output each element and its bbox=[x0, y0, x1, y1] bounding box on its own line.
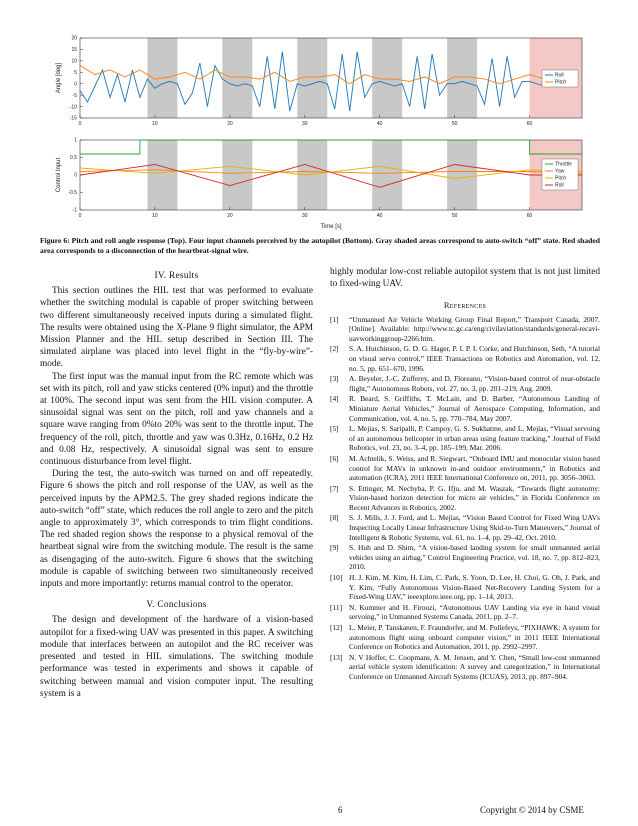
reference-item bbox=[330, 623, 600, 652]
reference-item bbox=[330, 344, 600, 373]
bottom-plot-ytick-label: 0.5 bbox=[70, 155, 77, 162]
reference-number: [2] bbox=[330, 344, 339, 354]
bottom-plot-ytick-label: 1 bbox=[74, 137, 77, 144]
reference-text: S. Huh and D. Shim, “A vision-based landing system for small unmanned aerial vehicles using an airbag,” Control Engineering Practice, vol. 18, no. 7, pp. 812–823, 2010. bbox=[349, 543, 600, 572]
copyright: Copyright © 2014 by CSME bbox=[480, 805, 584, 815]
top-plot-xtick-label: 40 bbox=[376, 121, 383, 127]
reference-number: [6] bbox=[330, 453, 339, 463]
reference-item bbox=[330, 315, 600, 344]
reference-text: N. Kummer and H. Firouzi, “Autonomous UAV Landing via eye in hand visual servoing,” in Unmanned Systems Canada, 2011, pp. 2–7. bbox=[349, 602, 600, 622]
bottom-plot-ytick-label: -1 bbox=[72, 207, 77, 214]
bottom-plot-xtick-label: 30 bbox=[301, 213, 308, 219]
top-plot-ytick-label: -10 bbox=[69, 104, 77, 111]
reference-item bbox=[330, 573, 600, 602]
top-plot-shade-gray bbox=[222, 38, 252, 118]
reference-text: S. A. Hutchinson, G. D. G. Hager, P. I. P. I. Corke, and Hutchinson, Seth, “A tutorial on visual servo control,” IEEE Transactions on Robotics and Automation, vol. 12, no. 5, pp. 651–670, 1996. bbox=[349, 344, 600, 373]
reference-text: S. Ettinger, M. Nechyba, P. G. Ifju, and M. Waszak, “Towards flight autonomy: Vision-based horizon detection for micro air vehicles,” in Florida Conference on Recent Advances in Robotics, 2002. bbox=[349, 483, 600, 512]
reference-item bbox=[330, 374, 600, 393]
top-plot-xtick-label: 0 bbox=[78, 121, 82, 127]
figure-6 bbox=[40, 30, 600, 235]
right-column bbox=[330, 266, 600, 683]
reference-number: [7] bbox=[330, 483, 339, 493]
bottom-plot-ytick-label: 0 bbox=[74, 172, 77, 179]
conclusions-paragraph: The design and development of the hardware of a vision-based autopilot for a fixed-wing UAV was presented in this paper. A switching module that interfaces between an autopilot and the RC receiver was presented and tested in HIL simulations. The switching module performance was tested in experiments and shows it capable of switching between manual and vision computer input. The resulting system is a bbox=[40, 615, 313, 699]
top-plot-ytick-label: -5 bbox=[72, 92, 77, 99]
reference-number: [5] bbox=[330, 424, 339, 434]
reference-number: [13] bbox=[330, 652, 343, 662]
bottom-plot-xtick-label: 10 bbox=[152, 213, 158, 219]
top-plot-xtick-label: 50 bbox=[451, 121, 458, 127]
reference-text: A. Beyeler, J.-C. Zufferey, and D. Floreano, “Vision-based control of near-obstacle flight,” Autonomous Robots, vol. 27, no. 3, pp. 201–219, Aug. 2009. bbox=[349, 374, 600, 393]
reference-item bbox=[330, 543, 600, 572]
top-plot-xtick-label: 10 bbox=[152, 121, 158, 127]
top-plot-ytick-label: 5 bbox=[74, 69, 77, 76]
bottom-plot-legend-label: Throttle bbox=[555, 161, 572, 168]
top-plot-xtick-label: 60 bbox=[526, 121, 533, 127]
bottom-plot-shade-gray bbox=[222, 140, 252, 210]
reference-number: [10] bbox=[330, 573, 343, 583]
reference-list bbox=[330, 315, 600, 682]
bottom-plot-xtick-label: 40 bbox=[376, 213, 383, 219]
conclusions-heading: V. Conclusions bbox=[146, 600, 207, 611]
bottom-plot-xlabel: Time [s] bbox=[320, 224, 342, 230]
results-paragraph-2: The first input was the manual input from the RC remote which was set with its pitch, roll and yaw sticks centered (0% input) and the throttle at 100%. The second input was sent from the HIL vision computer. A sinusoidal signal was sent on the pitch, roll and yaw channels and a square wave ranging from 0%to 20% was sent to the throttle input. The frequency of the roll, pitch, throttle and yaw was 0.3Hz, 0.16Hz, 0.2 Hz and 0.08 Hz, respectively. A sinusoidal signal was sent to ensure continuous disturbance from level flight. bbox=[40, 371, 313, 468]
top-plot-ytick-label: -15 bbox=[69, 115, 77, 122]
top-plot-xtick-label: 20 bbox=[227, 121, 233, 127]
bottom-plot-legend-label: Roll bbox=[555, 182, 564, 189]
reference-number: [4] bbox=[330, 394, 339, 404]
reference-text: S. J. Mills, J. J. Ford, and L. Mejías, “Vision Based Control for Fixed Wing UAVs Inspecting Locally Linear Infrastructure Using Skid-to-Turn Maneuvers,” Journal of Intelligent & Robotic Systems, vol. 61, no. 1–4, pp. 29–42, Oct. 2010. bbox=[349, 513, 600, 542]
bottom-plot-legend-label: Yaw bbox=[555, 168, 565, 175]
reference-item bbox=[330, 653, 600, 682]
references-heading: References bbox=[443, 300, 487, 311]
reference-item bbox=[330, 513, 600, 542]
top-plot-ytick-label: 15 bbox=[71, 47, 77, 54]
top-plot-xtick-label: 30 bbox=[301, 121, 308, 127]
reference-number: [3] bbox=[330, 374, 339, 384]
reference-text: N. V Hoffer, C. Coopmans, A. M. Jensen, and Y. Chen, “Small low-cost unmanned aerial vehicle system identification: A survey and categorization,” in International Conference on Unmanned Aircraft Systems (ICUAS), 2013, pp. 897–904. bbox=[349, 652, 600, 681]
bottom-plot-ytick-label: -0.5 bbox=[68, 190, 77, 197]
left-column bbox=[40, 266, 313, 700]
reference-number: [11] bbox=[330, 602, 343, 612]
results-paragraph-1: This section outlines the HIL test that was performed to evaluate whether the switching modulal is capable of proper switching between two different simultaneously received inputs during a simulated flight. The results were obtained using the X-Plane 9 flight simulator, the APM Mission Planner and the HIL setup described in Section III. The simulated airplane was placed into level flight in the “fly-by-wire”-mode. bbox=[40, 286, 313, 370]
bottom-plot-shade-gray bbox=[372, 140, 402, 210]
reference-text: H. J. Kim, M. Kim, H. Lim, C. Park, S. Yoon, D. Lee, H. Choi, G. Oh, J. Park, and Y. Kim, “Fully Autonomous Vision-Based Net-Recovery Landing System for a Fixed-Wing UAV,” ieeexplore.ieee.org, pp. 1–14, 2013. bbox=[349, 573, 600, 602]
bottom-plot-shade-gray bbox=[447, 140, 477, 210]
bottom-plot-xtick-label: 60 bbox=[526, 213, 533, 219]
top-plot-ytick-label: 0 bbox=[74, 81, 77, 88]
reference-number: [12] bbox=[330, 623, 343, 633]
figure-caption: Figure 6: Pitch and roll angle response (Top). Four input channels perceived by the autopilot (Bottom). Gray shaded areas correspond to auto-switch “off” state. Red shaded area corresponds to a disconnection of the heartbeat-signal wire. bbox=[40, 236, 600, 255]
results-heading: IV. Results bbox=[154, 271, 199, 281]
results-paragraph-3: During the test, the auto-switch was turned on and off repeatedly. Figure 6 shows the pitch and roll response of the UAV, as well as the perceived inputs by the APM2.5. The grey shaded regions indicate the auto-switch “off” state, which reduces the roll angle to zero and the pitch angle to approximately 3°, which corresponds to trim flight conditions. The red shaded region shows the response to a physical removal of the heartbeat signal wire from the switching module. The result is the same as disengaging of the auto-switch. Figure 6 shows that the switching module is capable of switching between two simultaneously received inputs and more importantly: returns manual control to the operator. bbox=[40, 469, 313, 590]
reference-text: L. Mejias, S. Saripalli, P. Campoy, G. S. Sukhatme, and L. Mejías, “Visual servoing of an autonomous helicopter in urban areas using feature tracking,” Journal of Field Robotics, vol. 23, no. 3–4, pp. 185–199, Mar. 2006. bbox=[349, 424, 600, 453]
bottom-plot-xtick-label: 50 bbox=[451, 213, 458, 219]
reference-number: [1] bbox=[330, 314, 339, 324]
reference-item bbox=[330, 454, 600, 483]
top-plot-ytick-label: 20 bbox=[71, 35, 77, 42]
bottom-plot-ylabel: Control Input bbox=[56, 157, 62, 193]
reference-item bbox=[330, 424, 600, 453]
bottom-plot-shade-gray bbox=[147, 140, 177, 210]
bottom-plot-xtick-label: 0 bbox=[78, 213, 82, 219]
reference-item bbox=[330, 394, 600, 423]
reference-text: R. Beard, S. Griffiths, T. McLain, and D. Barber, “Autonomous Landing of Miniature Aerial Vehicles,” Journal of Aerospace Computing, Information, and Communication, vol. 4, no. 5, pp. 770–784, May 2007. bbox=[349, 394, 600, 423]
top-plot-legend-label: Pitch bbox=[555, 79, 567, 86]
figure-6-plots bbox=[40, 30, 600, 235]
top-plot-legend-label: Roll bbox=[555, 72, 564, 79]
bottom-plot-xtick-label: 20 bbox=[227, 213, 233, 219]
reference-item bbox=[330, 484, 600, 513]
top-plot-ytick-label: 10 bbox=[71, 58, 77, 65]
top-plot-ylabel: Angle [deg] bbox=[56, 62, 62, 94]
reference-item bbox=[330, 603, 600, 622]
conclusions-continuation: highly modular low-cost reliable autopilot system that is not just limited to fixed-wing UAV. bbox=[330, 267, 600, 290]
reference-text: M. Achtelik, S. Weiss, and R. Siegwart, “Onboard IMU and monocular vision based control for MAVs in unknown in-and outdoor environments,” in Robotics and automation (ICRA), 2011 IEEE International Conference on, 2011, pp. 3056–3063. bbox=[349, 453, 600, 483]
bottom-plot-legend-label: Pitch bbox=[555, 175, 567, 182]
reference-text: L. Meier, P. Tanskanen, F. Fraundorfer, and M. Pollefeys, “PIXHAWK: A system for autonomous flight using onboard computer vision,” in 2011 IEEE International Conference on Robotics and Automation, 2011, pp. 2992–2997. bbox=[349, 623, 600, 652]
page-number: 6 bbox=[338, 805, 343, 815]
reference-number: [9] bbox=[330, 543, 339, 553]
reference-number: [8] bbox=[330, 513, 339, 523]
reference-text: “Unmanned Air Vehicle Working Group Final Report,” Transport Canada, 2007. [Online]. Available: http://www.tc.gc.ca/eng/civilaviation/standards/general-recavi-uavworkinggroup-2266.htm. bbox=[349, 314, 600, 343]
